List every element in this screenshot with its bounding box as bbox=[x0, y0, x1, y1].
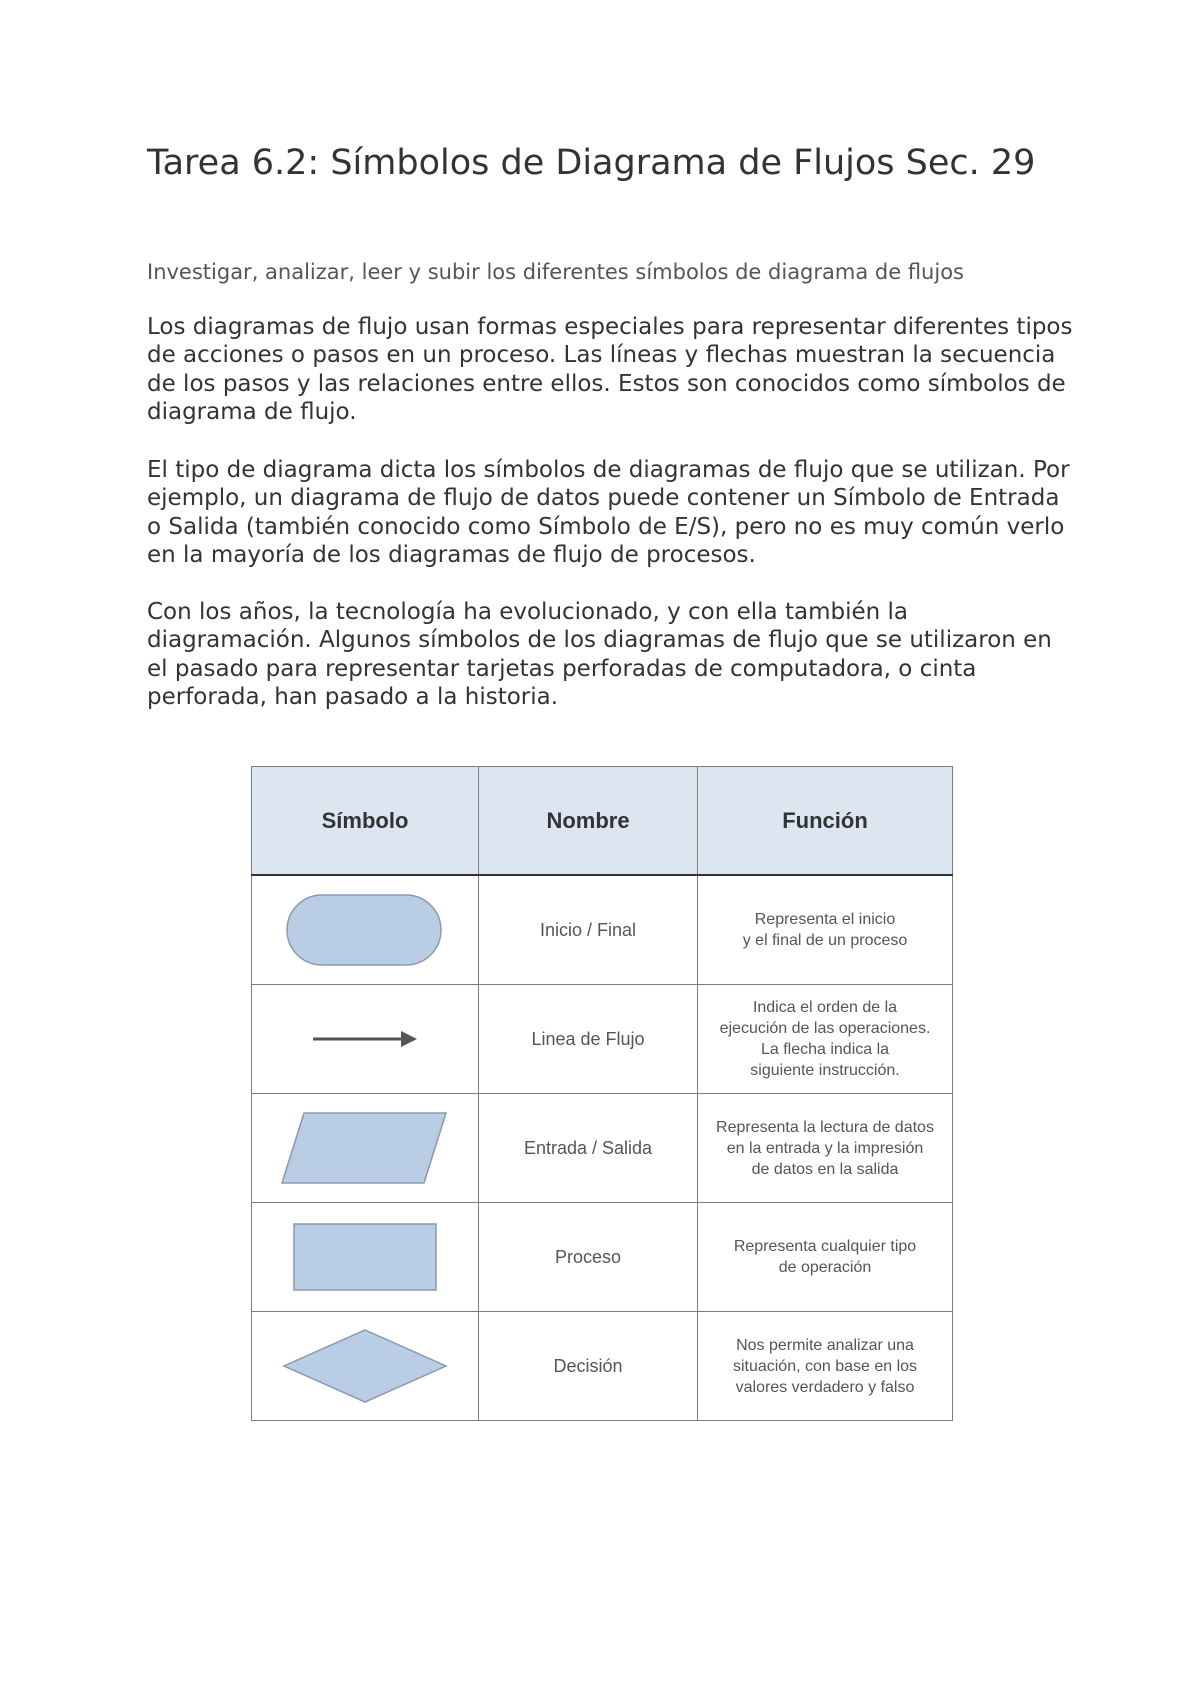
symbol-cell bbox=[252, 985, 479, 1094]
name-cell: Linea de Flujo bbox=[479, 985, 698, 1094]
function-line: Indica el orden de la bbox=[752, 999, 898, 1016]
function-line: ejecución de las operaciones. bbox=[719, 1020, 931, 1037]
header-symbol: Símbolo bbox=[252, 767, 479, 876]
process-shape bbox=[294, 1224, 436, 1290]
function-line: situación, con base en los bbox=[732, 1357, 918, 1375]
function-cell bbox=[698, 1203, 953, 1312]
function-line: Representa el inicio bbox=[754, 911, 896, 928]
function-line: Representa la lectura de datos bbox=[716, 1118, 934, 1136]
paragraph-intro: Los diagramas de flujo usan formas especiales para representar diferentes tipos de acciones o pasos en un proceso. Las líneas y flechas muestran la secuencia de los pasos y las relaciones entre ellos. Estos son conocidos como símbolos de diagrama de flujo. bbox=[147, 314, 1073, 426]
function-line: de operación bbox=[778, 1259, 872, 1276]
name-cell: Proceso bbox=[479, 1203, 698, 1312]
function-line: valores verdadero y falso bbox=[735, 1378, 915, 1396]
function-cell bbox=[698, 1312, 953, 1421]
rectangle-icon bbox=[292, 1222, 438, 1292]
function-cell bbox=[698, 875, 953, 985]
function-line: siguiente instrucción. bbox=[750, 1062, 900, 1079]
symbol-cell bbox=[252, 1312, 479, 1421]
function-line: La flecha indica la bbox=[760, 1041, 890, 1058]
parallelogram-icon bbox=[280, 1111, 450, 1185]
table-row bbox=[252, 1203, 953, 1312]
function-line: en la entrada y la impresión bbox=[726, 1139, 924, 1157]
arrow-head bbox=[401, 1031, 417, 1047]
table-row bbox=[252, 1312, 953, 1421]
table-row bbox=[252, 875, 953, 985]
function-line: de datos en la salida bbox=[751, 1160, 899, 1178]
name-cell: Inicio / Final bbox=[479, 875, 698, 985]
name-cell: Decisión bbox=[479, 1312, 698, 1421]
diamond-icon bbox=[282, 1328, 448, 1404]
page-title: Tarea 6.2: Símbolos de Diagrama de Flujos Sec. 29 bbox=[147, 143, 1036, 183]
symbol-cell bbox=[252, 875, 479, 985]
symbol-cell bbox=[252, 1203, 479, 1312]
function-line: y el final de un proceso bbox=[742, 932, 908, 949]
header-name: Nombre bbox=[479, 767, 698, 876]
name-cell: Entrada / Salida bbox=[479, 1094, 698, 1203]
table-header-row bbox=[252, 767, 953, 876]
table-row bbox=[252, 1094, 953, 1203]
function-cell bbox=[698, 1094, 953, 1203]
table-row bbox=[252, 985, 953, 1094]
page-subtitle: Investigar, analizar, leer y subir los diferentes símbolos de diagrama de flujos bbox=[147, 260, 964, 284]
arrow-right-icon bbox=[305, 1024, 425, 1054]
parallelogram-shape bbox=[282, 1113, 446, 1183]
function-cell bbox=[698, 985, 953, 1094]
paragraph-diagram-type: El tipo de diagrama dicta los símbolos de diagramas de flujo que se utilizan. Por ejemplo, un diagrama de flujo de datos puede contener un Símbolo de Entrada o Salida (también conocido como Símbolo de E/S), pero no es muy común verlo en la mayoría de los diagramas de flujo de procesos. bbox=[147, 457, 1070, 569]
symbol-cell bbox=[252, 1094, 479, 1203]
function-line: Representa cualquier tipo bbox=[733, 1238, 917, 1255]
paragraph-history: Con los años, la tecnología ha evolucionado, y con ella también la diagramación. Algunos símbolos de los diagramas de flujo que se utilizaron en el pasado para representar tarjetas perforadas de computadora, o cinta perforada, han pasado a la historia. bbox=[147, 599, 1052, 711]
terminal-shape bbox=[287, 895, 441, 965]
terminal-icon bbox=[285, 893, 445, 967]
function-line: Nos permite analizar una bbox=[736, 1336, 914, 1354]
decision-shape bbox=[284, 1330, 446, 1402]
symbols-table bbox=[251, 766, 953, 1421]
header-function: Función bbox=[698, 767, 953, 876]
